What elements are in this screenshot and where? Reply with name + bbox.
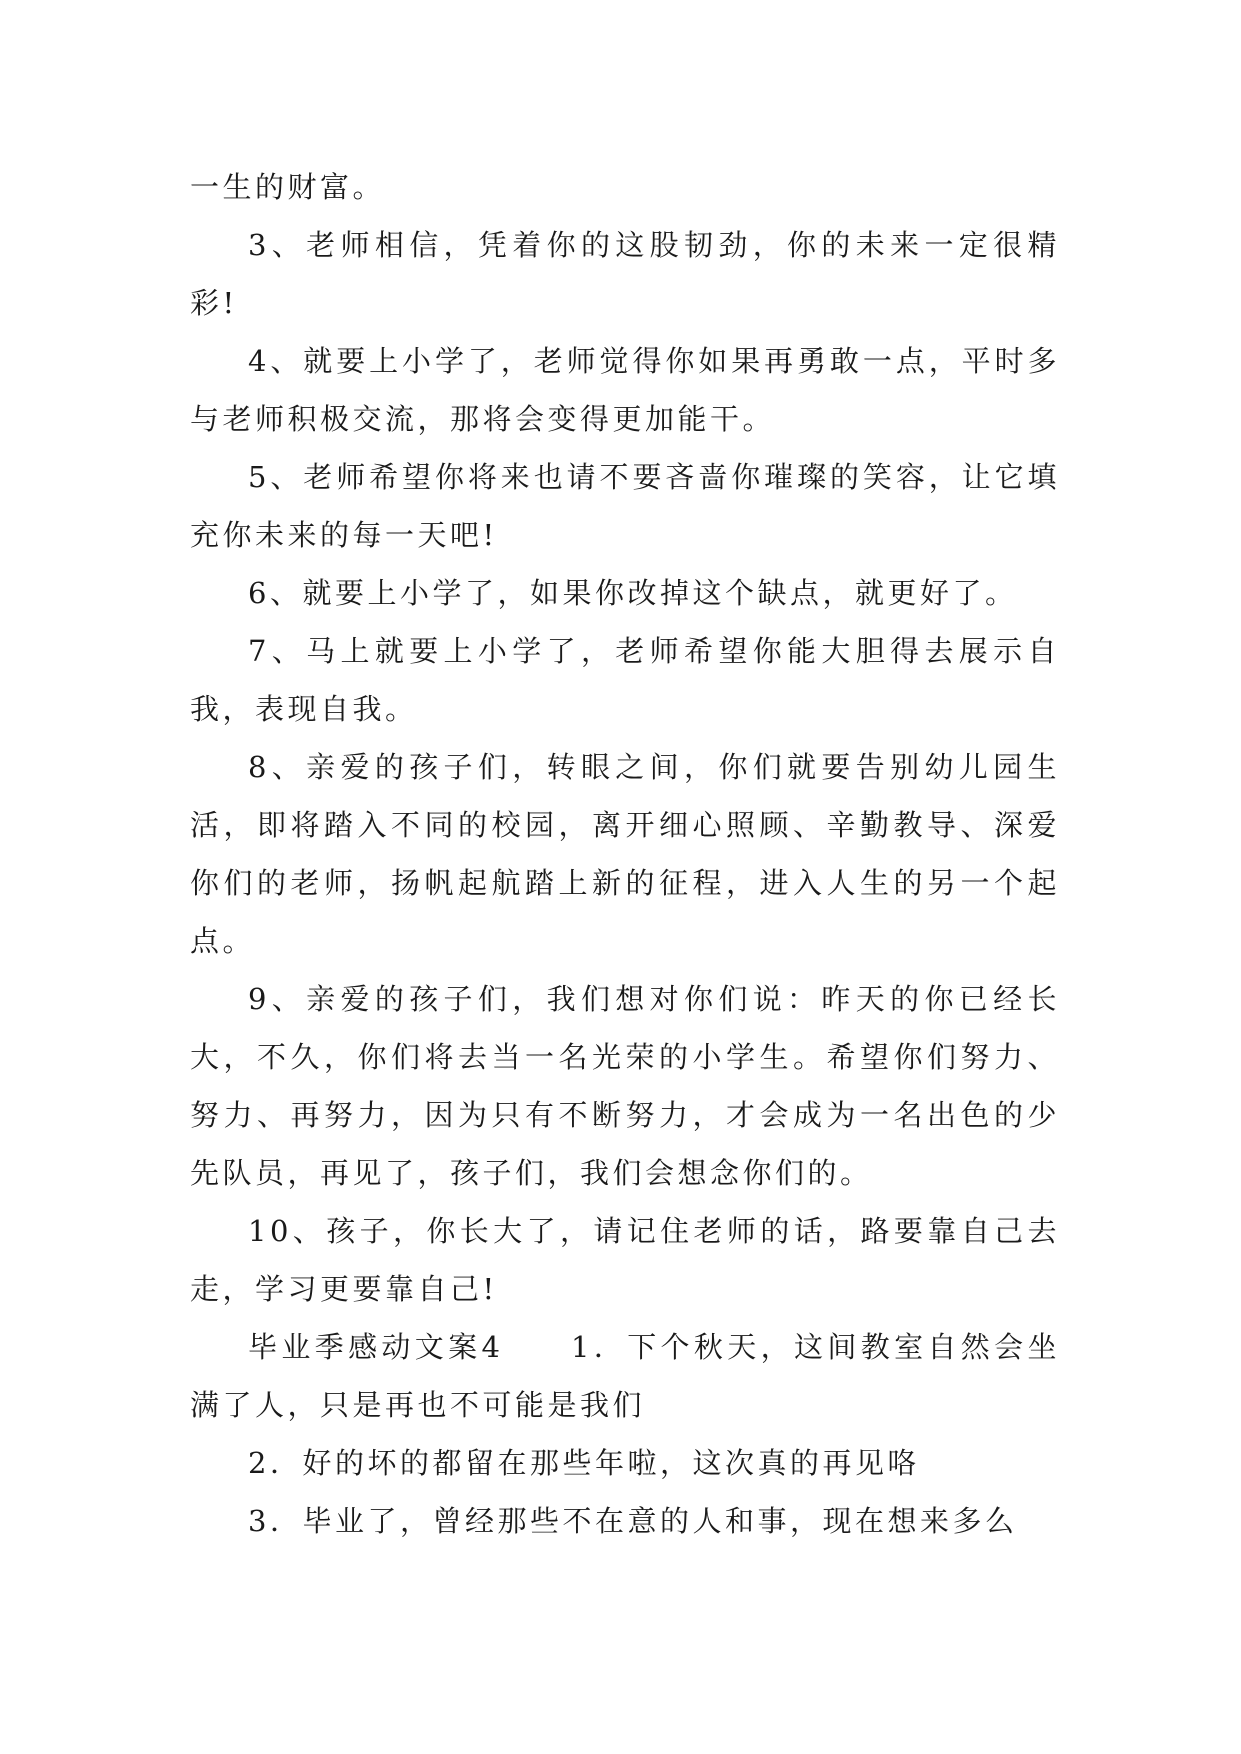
paragraph-8: 9、亲爱的孩子们，我们想对你们说：昨天的你已经长大，不久，你们将去当一名光荣的小学生。希望你们努力、努力、再努力，因为只有不断努力，才会成为一名出色的少先队员，再见了，孩子们，我们会想念你们的。 bbox=[190, 982, 1060, 1190]
document-body bbox=[190, 158, 1060, 1550]
paragraph-9: 10、孩子，你长大了，请记住老师的话，路要靠自己去走，学习更要靠自己! bbox=[190, 1214, 1060, 1306]
paragraph-3: 4、就要上小学了，老师觉得你如果再勇敢一点，平时多与老师积极交流，那将会变得更加能干。 bbox=[190, 344, 1060, 436]
paragraph-5: 6、就要上小学了，如果你改掉这个缺点，就更好了。 bbox=[248, 576, 1018, 610]
paragraph-6: 7、马上就要上小学了，老师希望你能大胆得去展示自我，表现自我。 bbox=[190, 634, 1060, 726]
paragraph-11: 2．好的坏的都留在那些年啦，这次真的再见咯 bbox=[248, 1446, 920, 1480]
paragraph-12: 3．毕业了，曾经那些不在意的人和事，现在想来多么 bbox=[248, 1504, 1018, 1538]
paragraph-2: 3、老师相信，凭着你的这股韧劲，你的未来一定很精彩! bbox=[190, 228, 1060, 320]
paragraph-7: 8、亲爱的孩子们，转眼之间，你们就要告别幼儿园生活，即将踏入不同的校园，离开细心照顾、辛勤教导、深爱你们的老师，扬帆起航踏上新的征程，进入人生的另一个起点。 bbox=[190, 750, 1060, 958]
paragraph-10: 毕业季感动文案4 1．下个秋天，这间教室自然会坐满了人，只是再也不可能是我们 bbox=[190, 1330, 1060, 1422]
paragraph-4: 5、老师希望你将来也请不要吝啬你璀璨的笑容，让它填充你未来的每一天吧! bbox=[190, 460, 1060, 552]
paragraph-1: 一生的财富。 bbox=[190, 170, 386, 204]
